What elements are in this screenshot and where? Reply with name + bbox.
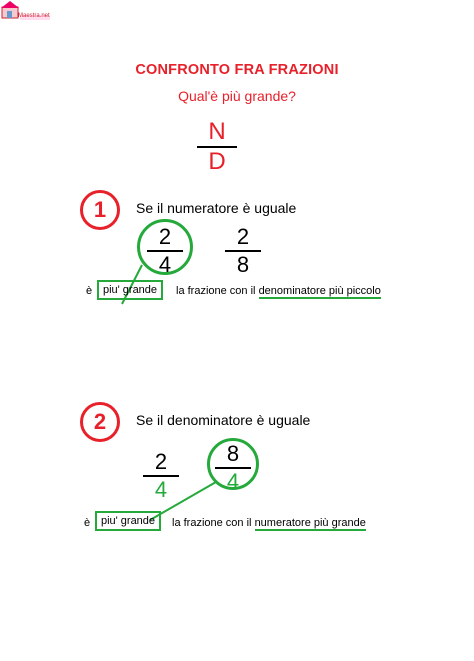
section-2-sentence xyxy=(172,517,366,529)
fraction-denominator: 8 xyxy=(236,252,250,277)
section-1-result-box: piu' grande xyxy=(97,280,163,300)
fraction-denominator: 4 xyxy=(226,469,240,494)
sentence-highlight: numeratore più grande xyxy=(254,517,366,529)
fraction-denominator: 4 xyxy=(158,252,172,277)
page-title: CONFRONTO FRA FRAZIONI xyxy=(135,62,339,78)
sentence-prefix: la frazione con il xyxy=(172,517,252,529)
sentence-highlight: denominatore più piccolo xyxy=(258,285,381,297)
fraction-numerator: 2 xyxy=(158,224,172,249)
section-2-rule: Se il denominatore è uguale xyxy=(136,412,311,428)
section-2-result-box: piu' grande xyxy=(95,511,161,531)
section-2-fraction-b xyxy=(215,443,251,493)
fraction-numerator: 8 xyxy=(226,441,240,466)
section-2-badge: 2 xyxy=(80,402,120,442)
formula-numerator: N xyxy=(208,118,226,145)
formula-denominator: D xyxy=(208,148,226,175)
section-1-sentence xyxy=(176,285,381,297)
section-1-e: è xyxy=(86,285,93,297)
page-subtitle: Qual'è più grande? xyxy=(178,88,296,104)
section-2-fraction-a xyxy=(143,451,179,501)
section-1-rule: Se il numeratore è uguale xyxy=(136,200,297,216)
section-1-fraction-a xyxy=(147,226,183,276)
section-1-fraction-b xyxy=(225,226,261,276)
fraction-numerator: 2 xyxy=(154,449,168,474)
fraction-denominator: 4 xyxy=(154,477,168,502)
section-1-badge: 1 xyxy=(80,190,120,230)
logo-text: Maestra.net xyxy=(18,13,50,19)
fraction-numerator: 2 xyxy=(236,224,250,249)
sentence-prefix: la frazione con il xyxy=(176,285,256,297)
section-2-e: è xyxy=(84,517,91,529)
